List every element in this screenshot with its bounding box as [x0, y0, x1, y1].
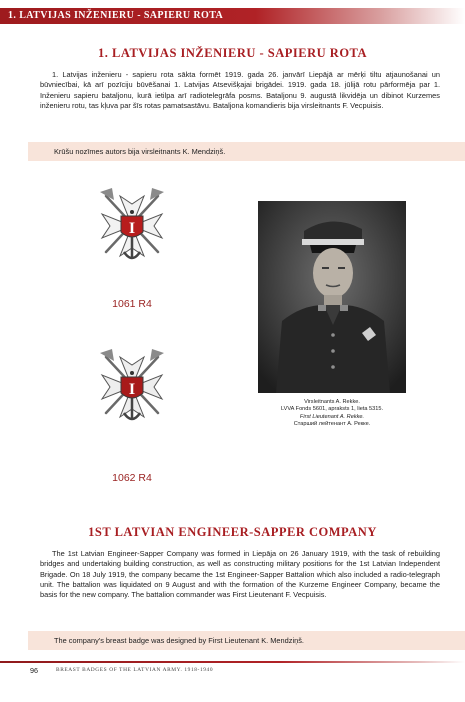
page-number: 96: [30, 666, 38, 675]
header-title: 1. LATVIJAS INŽENIERU - SAPIERU ROTA: [8, 10, 224, 21]
svg-text:I: I: [128, 220, 136, 237]
footer-rule: [0, 661, 465, 663]
caption-line: Virsleitnants A. Rekke.: [304, 399, 360, 405]
engineer-sapper-badge-icon: [92, 347, 172, 445]
engineer-sapper-badge-icon: [92, 186, 172, 284]
badge-catalog-number: 1062 R4: [112, 472, 152, 484]
section-title-english: 1ST LATVIAN ENGINEER-SAPPER COMPANY: [88, 525, 377, 539]
photo-caption: [258, 399, 406, 429]
caption-line: LVVA Fonds 5601, apraksts 1, lieta 5315.: [280, 406, 384, 413]
caption-line: First Lieutenant A. Rekke.: [299, 413, 365, 420]
caption-line: Старший лейтенант А. Рекке.: [293, 421, 371, 428]
callout-english: The company's breast badge was designed by First Lieutenant K. Mendziņš.: [28, 631, 465, 650]
callout-latvian: Krūšu nozīmes autors bija virsleitnants K. Mendziņš.: [28, 142, 465, 161]
svg-text:I: I: [128, 381, 136, 398]
body-text-english: The 1st Latvian Engineer-Sapper Company was formed in Liepāja on 26 January 1919, with the task of rebuilding bridges and undertaking building construction, as well as constructing military positions for the 1st Latvian Independent Brigade. On 18 July 1919, the company became the 1st Engineer-Sapper Battalion which also included a radio-telegraph unit. The battalion was liquidated on 9 August and with the formation of the Kurzeme Engineer Company, became the basis for the new company. The battalion commander was First Lieutenant F. Vecpuisis.: [40, 549, 440, 600]
running-title: BREAST BADGES OF THE LATVIAN ARMY. 1918-1940: [56, 667, 214, 673]
section-title-latvian: 1. LATVIJAS INŽENIERU - SAPIERU ROTA: [98, 46, 367, 60]
badge-catalog-number: 1061 R4: [112, 298, 152, 310]
portrait-photo: [258, 201, 406, 393]
body-text-latvian: 1. Latvijas inženieru - sapieru rota sākta formēt 1919. gada 26. janvārī Liepājā ar mērķi tiltu atjaunošanai un būvniecībai, kā arī pozīciju būvēšanai 1. Latvijas Atsevišķajai brigādei. 1919. gada 18. jūlijā rotu pārformēja par 1. Inženieru sapieru bataljonu, kurā ietilpa arī radiotelegrāfa posms. Bataljonu 9. augustā likvidēja un dibinot Kurzemes inženieru rotu, tas kļuva par šīs rotas pamatsastāvu. Bataljona komandieris bija virsleitnants F. Vecpuisis.: [40, 70, 440, 110]
